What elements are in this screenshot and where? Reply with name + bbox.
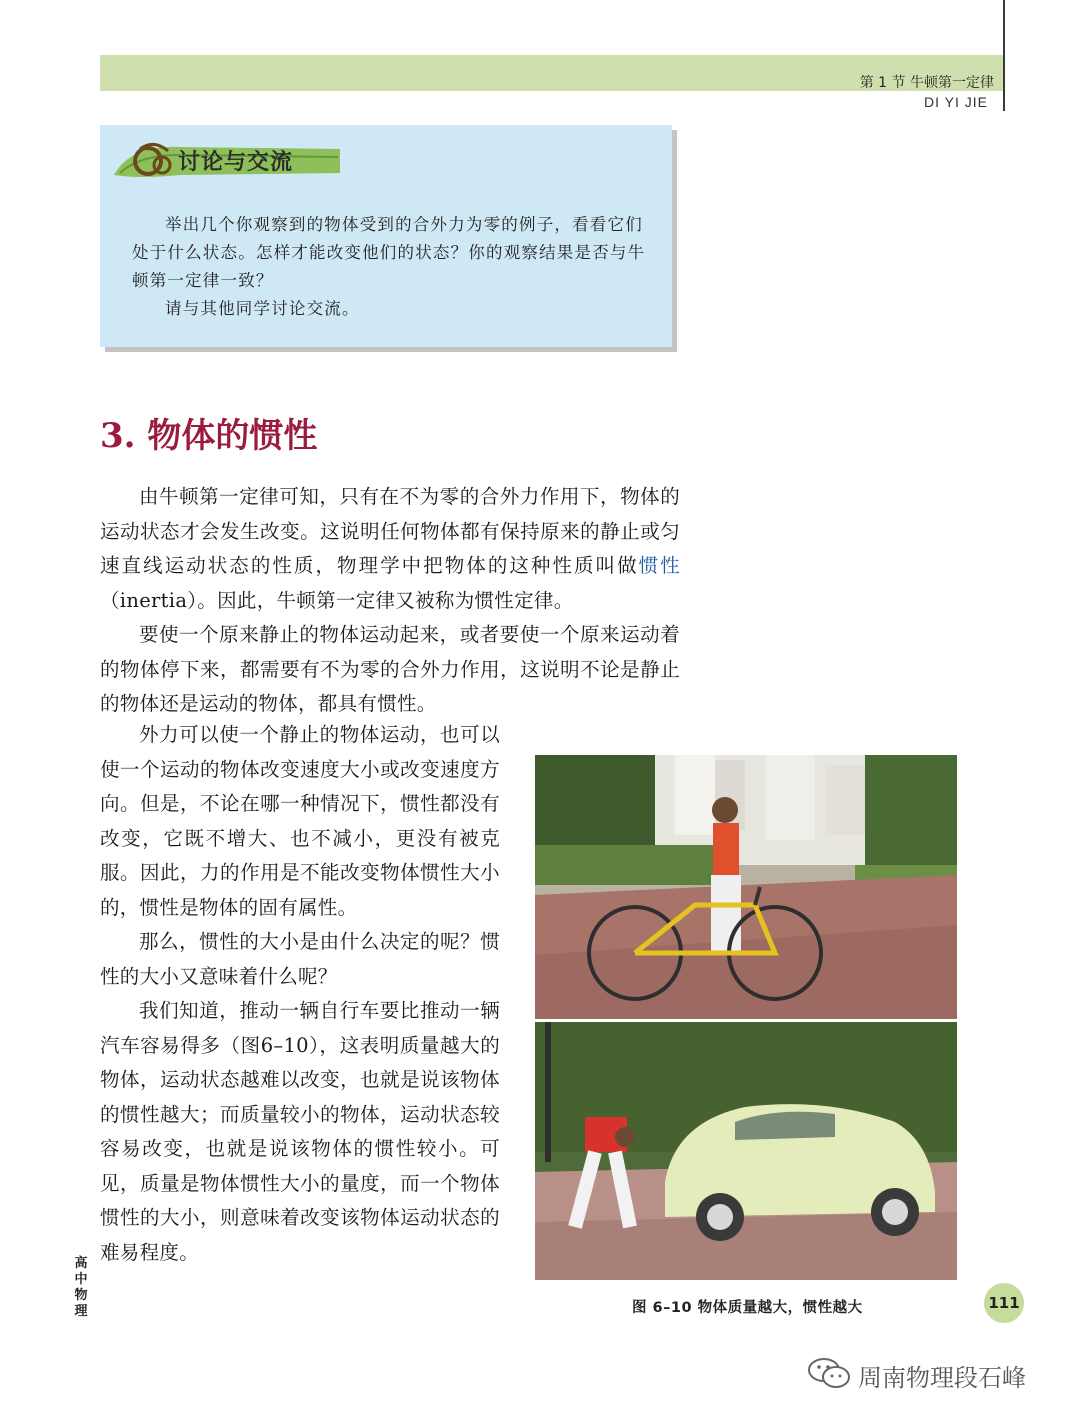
- section-title: 第 1 节 牛顿第一定律: [859, 75, 994, 91]
- discussion-text: [132, 211, 652, 323]
- paragraph-text: 由牛顿第一定律可知，只有在不为零的合外力作用下，物体的运动状态才会发生改变。这说明任何物体都有保持原来的静止或匀速直线运动状态的性质，物理学中把物体的这种性质叫做: [100, 485, 680, 577]
- side-label: 高中物理: [74, 1256, 88, 1319]
- body-paragraph: 我们知道，推动一辆自行车要比推动一辆汽车容易得多（图6–10），这表明质量越大的物体，运动状态越难以改变，也就是说该物体的惯性越大；而质量较小的物体，运动状态较容易改变，也就是说该物体的惯性较小。可见，质量是物体惯性大小的量度，而一个物体惯性的大小，则意味着改变该物体运动状态的难易程度。: [100, 999, 500, 1264]
- section-pinyin: DI YI JIE: [924, 94, 988, 110]
- wechat-icon: [806, 1356, 852, 1390]
- body-paragraph: 外力可以使一个静止的物体运动，也可以使一个运动的物体改变速度大小或改变速度方向。但是，不论在哪一种情况下，惯性都没有改变，它既不增大、也不减小，更没有被克服。因此，力的作用是不能改变物体惯性大小的，惯性是物体的固有属性。: [100, 723, 500, 919]
- body-paragraph: 那么，惯性的大小是由什么决定的呢？惯性的大小又意味着什么呢？: [100, 930, 500, 988]
- discussion-title: 讨论与交流: [178, 150, 294, 175]
- section-heading: 3. 物体的惯性: [100, 416, 318, 456]
- paragraph-text: （inertia）。因此，牛顿第一定律又被称为惯性定律。: [100, 588, 574, 612]
- key-term: 惯性: [638, 554, 680, 577]
- body-text-narrow: [100, 718, 500, 1270]
- discussion-paragraph: 举出几个你观察到的物体受到的合外力为零的例子，看看它们处于什么状态。怎样才能改变他们的状态？你的观察结果是否与牛顿第一定律一致？: [132, 215, 646, 290]
- discussion-paragraph: 请与其他同学讨论交流。: [165, 299, 360, 318]
- pinyin-bar: [1003, 93, 1005, 111]
- discussion-box: [100, 125, 672, 347]
- page-number: 111: [984, 1283, 1024, 1323]
- car-photo: [535, 1022, 957, 1280]
- body-paragraph: [100, 480, 680, 618]
- watermark-text: 周南物理段石峰: [858, 1364, 1026, 1392]
- bicycle-photo: [535, 755, 957, 1019]
- body-text-wide: [100, 480, 680, 722]
- figure-caption: 图 6–10 物体质量越大，惯性越大: [632, 1300, 863, 1316]
- body-paragraph: 要使一个原来静止的物体运动起来，或者要使一个原来运动着的物体停下来，都需要有不为零的合外力作用，这说明不论是静止的物体还是运动的物体，都具有惯性。: [100, 623, 680, 715]
